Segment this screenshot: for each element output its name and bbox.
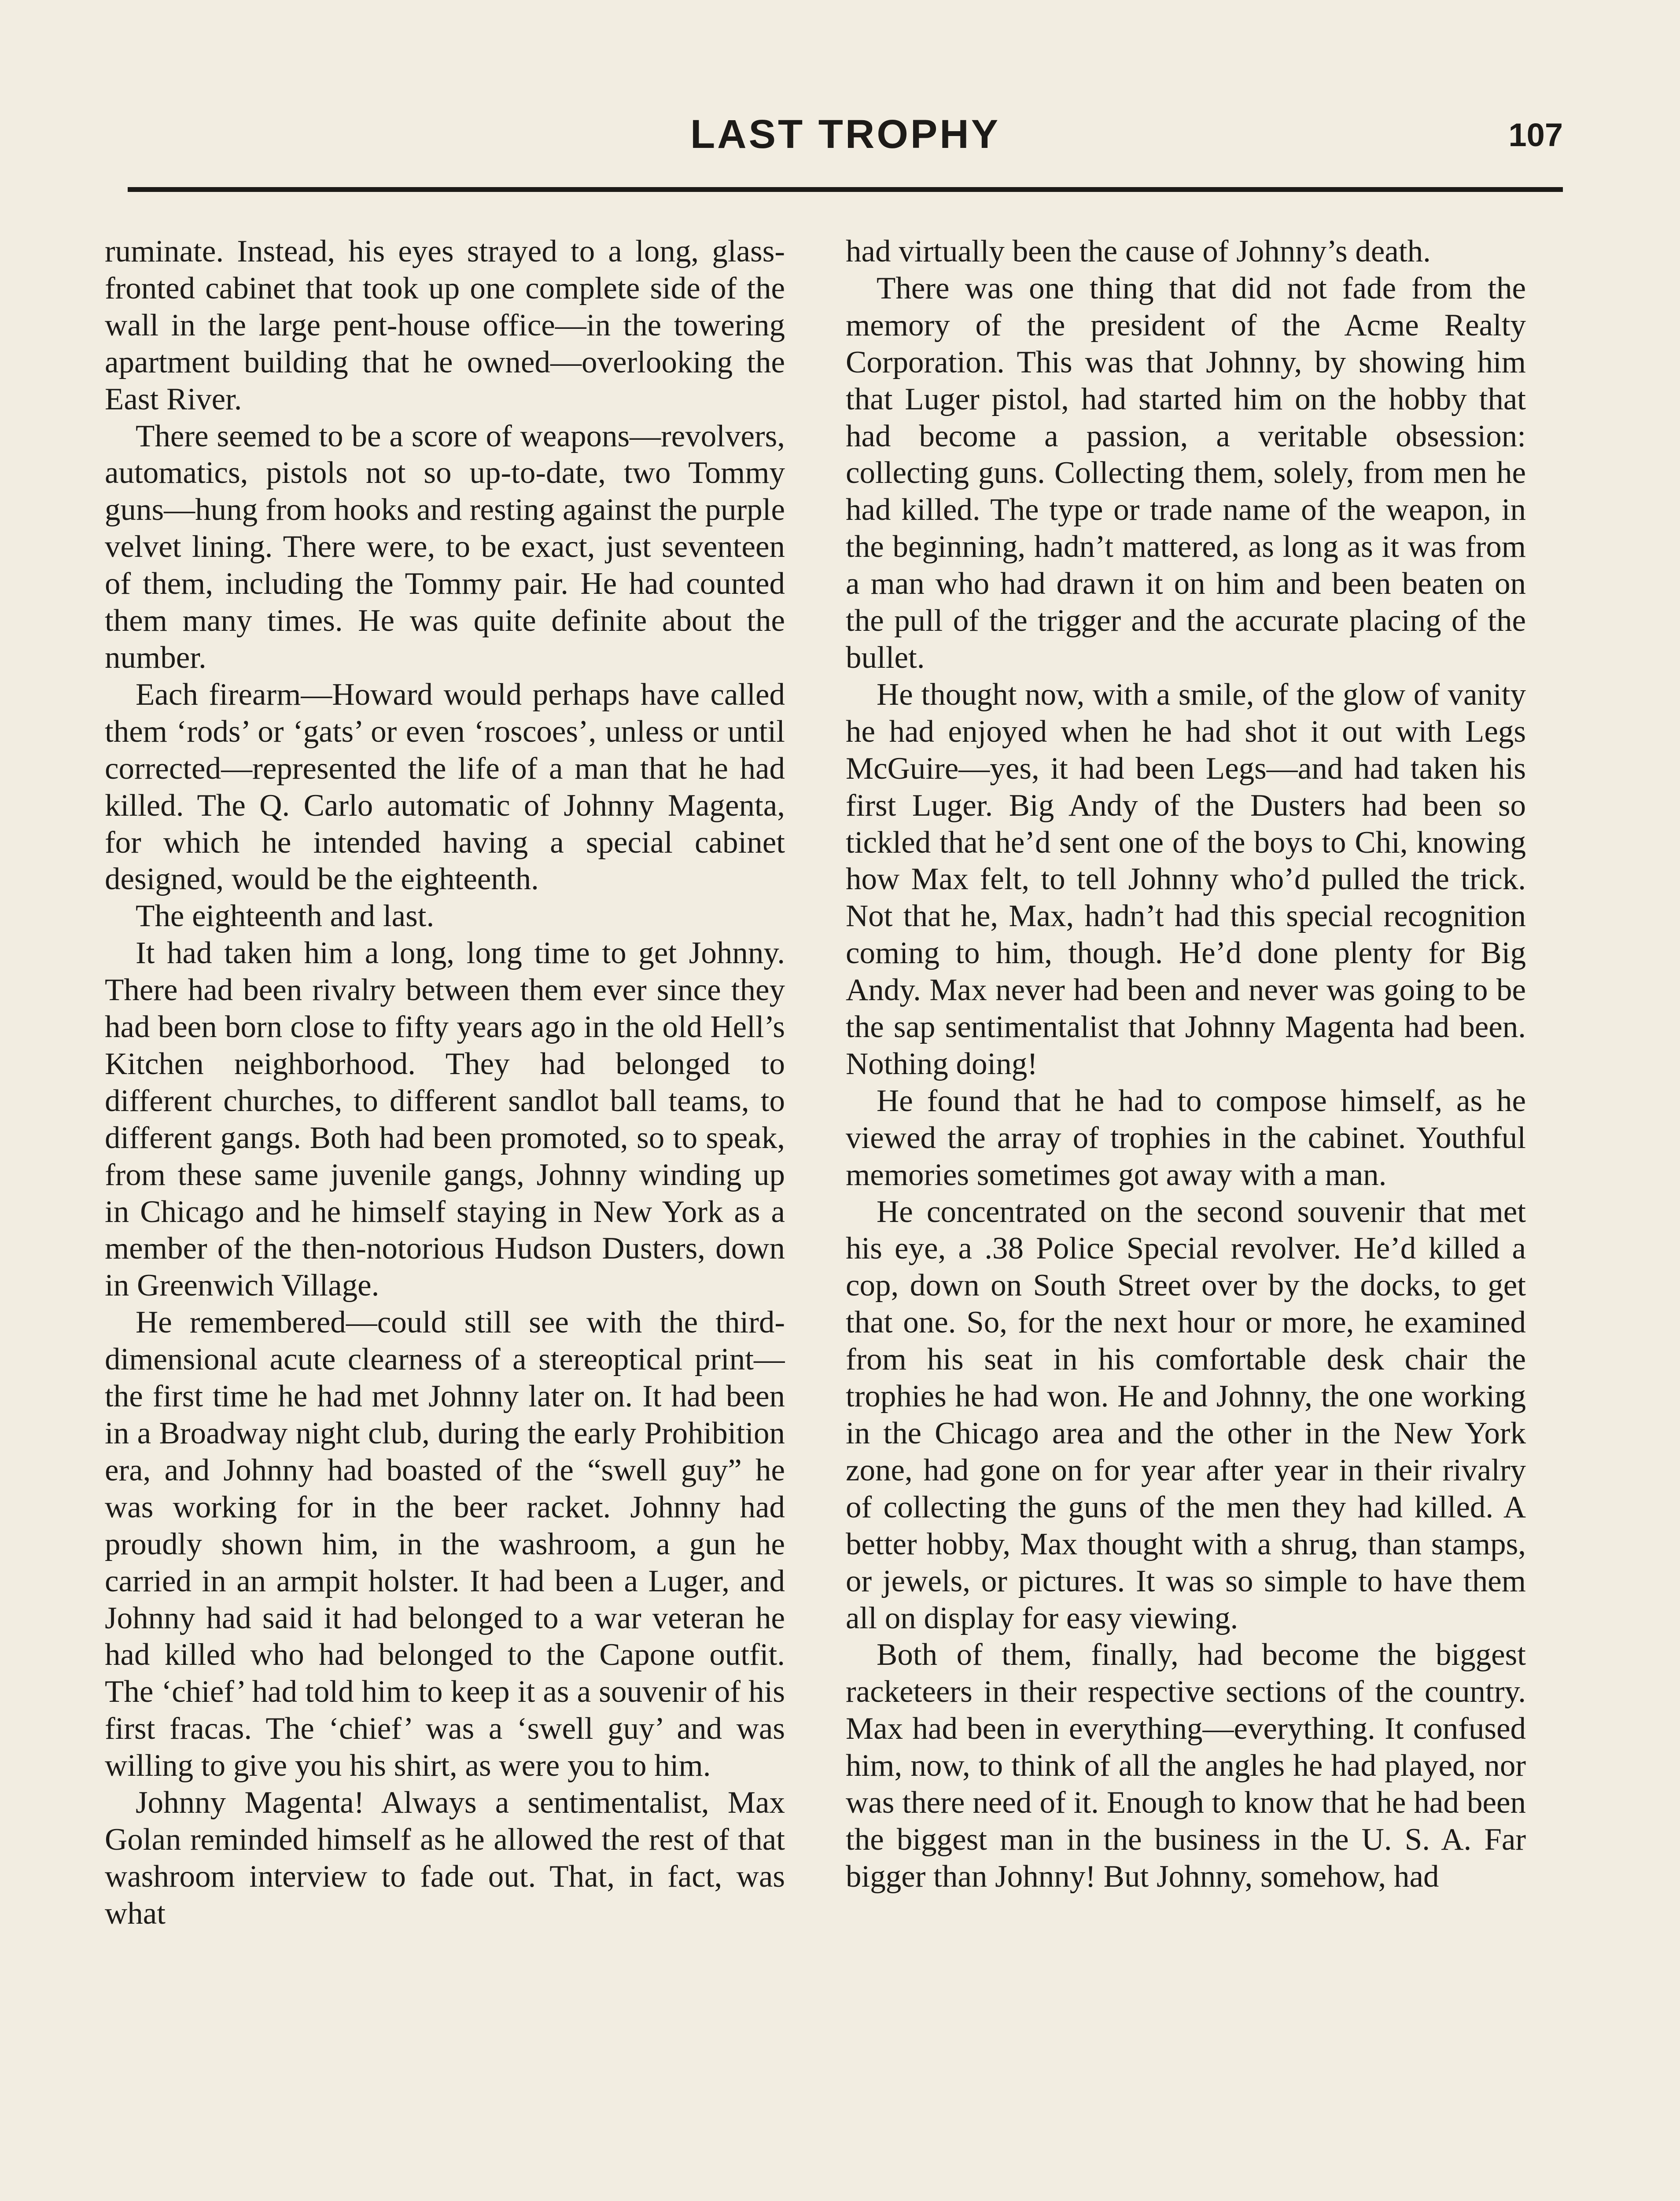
paragraph: Johnny Magenta! Always a sentimentalist, Max Golan reminded himself as he allowed the rest of that washroom interview to fade out. That, in fact, was what xyxy=(105,1785,785,1931)
story-title: LAST TROPHY xyxy=(690,112,1001,157)
paragraph: ruminate. Instead, his eyes strayed to a long, glass-fronted cabinet that took up one complete side of the wall in the large pent-house office—in the towering apartment building that he owned—overlooking the East River. xyxy=(105,234,785,416)
header-rule xyxy=(128,187,1563,192)
paragraph: had virtually been the cause of Johnny’s death. xyxy=(846,234,1431,269)
paragraph: He thought now, with a smile, of the glow of vanity he had enjoyed when he had shot it out with Legs McGuire—yes, it had been Legs—and had taken his first Luger. Big Andy of the Dusters had been so tickled that he’d sent one of the boys to Chi, knowing how Max felt, to tell Johnny who’d pulled the trick. Not that he, Max, hadn’t had this special recognition coming to him, though. He’d done plenty for Big Andy. Max never had been and never was going to be the sap sentimentalist that Johnny Magenta had been. Nothing doing! xyxy=(846,677,1526,1081)
paragraph: He found that he had to compose himself, as he viewed the array of trophies in the cabinet. Youthful memories sometimes got away with a man. xyxy=(846,1083,1526,1192)
paragraph: He remembered—could still see with the third-dimensional acute clearness of a stereoptical print—the first time he had met Johnny later on. It had been in a Broadway night club, during the early Prohibition era, and Johnny had boasted of the “swell guy” he was working for in the beer racket. Johnny had proudly shown him, in the washroom, a gun he carried in an armpit holster. It had been a Luger, and Johnny had said it had belonged to a war veteran he had killed who had belonged to the Capone outfit. The ‘chief’ had told him to keep it as a souvenir of his first fracas. The ‘chief’ was a ‘swell guy’ and was willing to give you his shirt, as were you to him. xyxy=(105,1305,785,1783)
text-column-right xyxy=(846,233,1526,2201)
paragraph: Each firearm—Howard would perhaps have called them ‘rods’ or ‘gats’ or even ‘roscoes’, unless or until corrected—represented the life of a man that he had killed. The Q. Carlo automatic of Johnny Magenta, for which he intended having a special cabinet designed, would be the eighteenth. xyxy=(105,677,785,897)
paragraph: The eighteenth and last. xyxy=(136,899,435,934)
paragraph: There was one thing that did not fade from the memory of the president of the Acme Realty Corporation. This was that Johnny, by showing him that Luger pistol, had started him on the hobby that had become a passion, a veritable obsession: collecting guns. Collecting them, solely, from men he had killed. The type or trade name of the weapon, in the beginning, hadn’t mattered, as long as it was from a man who had drawn it on him and been beaten on the pull of the trigger and the accurate placing of the bullet. xyxy=(846,271,1526,675)
paragraph: It had taken him a long, long time to get Johnny. There had been rivalry between them ever since they had been born close to fifty years ago in the old Hell’s Kitchen neighborhood. They had belonged to different churches, to different sandlot ball teams, to different gangs. Both had been promoted, so to speak, from these same juvenile gangs, Johnny winding up in Chicago and he himself staying in New York as a member of the then-notorious Hudson Dusters, down in Greenwich Village. xyxy=(105,936,785,1303)
running-head xyxy=(128,108,1563,174)
paragraph: Both of them, finally, had become the biggest racketeers in their respective sections of the country. Max had been in everything—everything. It confused him, now, to think of all the angles he had played, nor was there need of it. Enough to know that he had been the biggest man in the business in the U. S. A. Far bigger than Johnny! But Johnny, somehow, had xyxy=(846,1638,1526,1894)
paragraph: He concentrated on the second souvenir that met his eye, a .38 Police Special revolver. He’d killed a cop, down on South Street over by the docks, to get that one. So, for the next hour or more, he examined from his seat in his comfortable desk chair the trophies he had won. He and Johnny, the one working in the Chicago area and the other in the New York zone, had gone on for year after year in their rivalry of collecting the guns of the men they had killed. A better hobby, Max thought with a shrug, than stamps, or jewels, or pictures. It was so simple to have them all on display for easy viewing. xyxy=(846,1194,1526,1635)
page-number: 107 xyxy=(1508,117,1563,153)
paragraph: There seemed to be a score of weapons—revolvers, automatics, pistols not so up-to-date, two Tommy guns—hung from hooks and resting against the purple velvet lining. There were, to be exact, just seventeen of them, including the Tommy pair. He had counted them many times. He was quite definite about the number. xyxy=(105,419,785,675)
text-column-left xyxy=(105,233,785,2201)
